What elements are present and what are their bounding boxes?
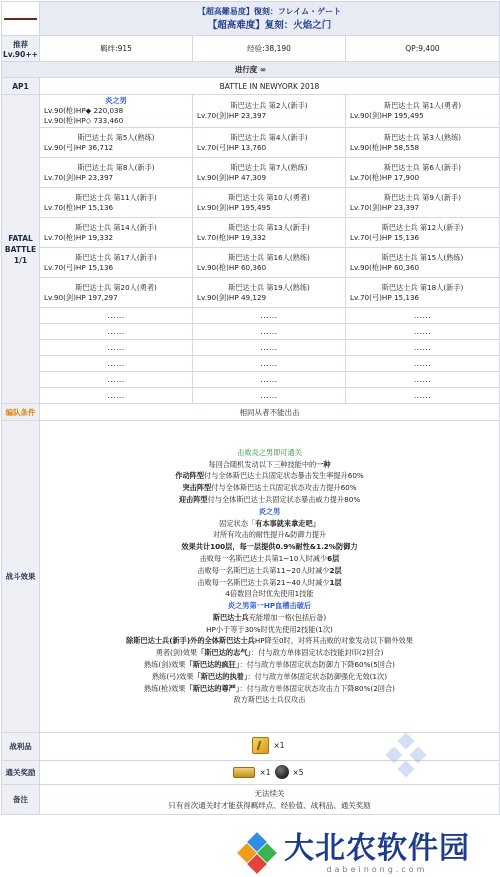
effects-label: 战斗效果	[2, 421, 40, 733]
note-label: 备注	[2, 785, 40, 815]
exp-value: 经验:38,190	[193, 36, 346, 62]
enemy-stat: Lv.90(枪)HP◇ 733,460	[44, 116, 124, 125]
placeholder-row	[2, 308, 500, 324]
effect-line: 对所有攻击的耐性提升&防御力提升	[212, 530, 327, 540]
enemy-row	[2, 218, 500, 248]
enemy-row	[2, 95, 500, 128]
placeholder-cell: ......	[40, 340, 193, 356]
recommend-level: Lv.90++	[3, 49, 38, 59]
enemy-name: 斯巴达士兵 第15人(熟练)	[381, 252, 464, 262]
enemy-name: 斯巴达士兵 第16人(熟练)	[228, 252, 310, 262]
enemy-name: 斯巴达士兵 第5人(熟练)	[77, 132, 155, 142]
watermark	[236, 830, 498, 876]
effect-line: 4倍数回合时优先使用1技能	[225, 589, 314, 599]
gold-bars-icon[interactable]	[233, 767, 255, 778]
enemy-cell	[40, 218, 193, 248]
enemy-stat: Lv.90(剑)HP 49,129	[197, 292, 267, 302]
battle-name: BATTLE IN NEWYORK 2018	[40, 78, 500, 95]
effect-line: 敌方斯巴达士兵仅攻击	[233, 695, 306, 705]
header-row	[2, 2, 500, 36]
diamond-pattern-icon	[378, 733, 438, 793]
effect-line: 击败每一名斯巴达士兵第21~40人时减少1层	[197, 577, 342, 587]
enemy-stat: Lv.70(弓)HP 15,136	[350, 292, 420, 302]
ap-label: AP1	[2, 78, 40, 95]
enemy-stat: Lv.70(枪)HP 19,332	[44, 232, 114, 242]
enemy-name: 斯巴达士兵 第13人(新手)	[228, 222, 310, 232]
enemy-name: 斯巴达士兵 第3人(熟练)	[383, 132, 462, 142]
enemy-cell	[346, 128, 500, 158]
qp-value: QP:9,400	[346, 36, 500, 62]
enemy-row	[2, 248, 500, 278]
note-line-2: 只有首次通关时才能获得羁绊点、经验值、战利品、通关奖励	[168, 800, 371, 810]
effect-line: 炎之男第一HP血槽击破后	[227, 601, 312, 611]
progress-value: 进行度 ∞	[2, 62, 500, 78]
effect-line: 熟练(枪)效果「斯巴达的尊严」：付与敌方单体固定状态攻击力下降80%(2回合)	[144, 683, 395, 693]
enemy-name[interactable]: 炎之男	[105, 96, 127, 105]
enemy-stat: Lv.70(剑)HP 23,397	[197, 111, 267, 120]
effect-line: 突击阵型付与全体斯巴达士兵固定状态攻击力提升60%	[182, 483, 357, 493]
quest-cn-title: 【超高难度】复刻：火焰之门	[207, 20, 332, 31]
effect-line: 迎击阵型付与全体斯巴达士兵固定状态暴击威力提升80%	[178, 494, 361, 504]
enemy-stat: Lv.70(剑)HP 23,397	[44, 172, 114, 182]
enemy-name: 斯巴达士兵 第17人(新手)	[75, 252, 157, 262]
enemy-stat: Lv.90(枪)HP◆ 220,038	[44, 106, 124, 115]
enemy-row	[2, 188, 500, 218]
enemy-stat: Lv.90(弓)HP 36,712	[44, 142, 114, 152]
enemy-name: 斯巴达士兵 第20人(勇者)	[75, 282, 157, 292]
enemy-cell	[40, 248, 193, 278]
enemy-cell	[346, 158, 500, 188]
placeholder-cell: ......	[346, 308, 500, 324]
enemy-stat: Lv.90(枪)HP 58,558	[350, 142, 420, 152]
effects-row	[2, 421, 500, 733]
enemy-stat: Lv.70(枪)HP 17,900	[350, 172, 420, 182]
enemy-name: 斯巴达士兵 第2人(新手)	[230, 101, 308, 110]
quest-jp-title: 【超高難易度】復刻：フレイム・ゲート	[197, 7, 342, 16]
spoils-count: ×1	[273, 741, 285, 750]
enemy-row	[2, 128, 500, 158]
enemy-name: 斯巴达士兵 第19人(熟练)	[228, 282, 310, 292]
enemy-name: 斯巴达士兵 第14人(新手)	[75, 222, 157, 232]
enemy-cell	[346, 188, 500, 218]
clear-reward-count-2: ×5	[292, 767, 304, 777]
placeholder-cell: ......	[193, 324, 346, 340]
clear-reward-count-1: ×1	[259, 767, 271, 777]
progress-row	[2, 62, 500, 78]
enemy-name: 斯巴达士兵 第4人(新手)	[230, 132, 308, 142]
enemy-name: 斯巴达士兵 第6人(新手)	[383, 162, 462, 172]
placeholder-cell: ......	[193, 372, 346, 388]
enemy-cell	[40, 95, 193, 128]
fatal-battle-battle-label: BATTLE	[4, 244, 37, 254]
recommend-row	[2, 36, 500, 62]
enemy-name: 斯巴达士兵 第10人(勇者)	[228, 192, 310, 202]
placeholder-cell: ......	[346, 356, 500, 372]
placeholder-cell: ......	[40, 388, 193, 404]
placeholder-row	[2, 388, 500, 404]
ap-row	[2, 78, 500, 95]
dark-orb-icon[interactable]	[275, 765, 289, 779]
enemy-name: 斯巴达士兵 第11人(新手)	[75, 192, 157, 202]
enemy-cell	[346, 95, 500, 128]
enemy-cell	[193, 128, 346, 158]
quest-title-cell	[40, 2, 500, 36]
effect-line: 击败每一名斯巴达士兵第1~10人时减少6层	[199, 553, 340, 563]
placeholder-cell: ......	[40, 372, 193, 388]
effect-line: 击败炎之男即可通关	[237, 447, 302, 457]
spoils-label: 战利品	[2, 733, 40, 761]
effect-line: 效果共计100层，每一层提供0.9%耐性&1.2%防御力	[181, 542, 358, 552]
enemy-cell	[346, 248, 500, 278]
formation-label: 编队条件	[2, 404, 40, 421]
placeholder-cell: ......	[346, 324, 500, 340]
placeholder-cell: ......	[193, 388, 346, 404]
enemy-cell	[193, 158, 346, 188]
quest-table	[1, 1, 500, 815]
effect-line: 勇者(剑)效果「斯巴达的志气」：付与敌方单体固定状态技能封印(2回合)	[155, 648, 384, 658]
placeholder-cell: ......	[346, 372, 500, 388]
effect-line: 斯巴达士兵充能增加一格(包括后备)	[212, 612, 327, 622]
formation-row	[2, 404, 500, 421]
fatal-battle-fatal-label: FATAL	[8, 233, 33, 243]
enemy-stat: Lv.70(剑)HP 23,397	[350, 202, 420, 212]
enemy-stat: Lv.70(枪)HP 15,136	[44, 202, 114, 212]
watermark-sub-text: dabeinong.com	[326, 864, 428, 874]
fatal-battle-battle-count: 1/1	[13, 255, 28, 265]
enemy-stat: Lv.70(枪)HP 19,332	[197, 232, 267, 242]
servant-portrait-icon	[4, 18, 37, 20]
placeholder-cell: ......	[346, 388, 500, 404]
effect-line: 炎之男	[258, 506, 281, 516]
enemy-row	[2, 278, 500, 308]
formation-value: 相同从者不能出击	[40, 404, 500, 421]
material-cube-icon[interactable]	[252, 737, 269, 754]
recommend-label: 推荐 Lv.90++	[2, 36, 40, 62]
note-line-1: 无法续关	[254, 788, 285, 798]
enemy-cell	[346, 278, 500, 308]
enemy-cell	[40, 158, 193, 188]
placeholder-row	[2, 356, 500, 372]
enemy-cell	[193, 248, 346, 278]
placeholder-row	[2, 340, 500, 356]
enemy-stat: Lv.90(剑)HP 195,495	[197, 202, 271, 212]
bond-value: 羁绊:915	[40, 36, 193, 62]
enemy-list	[2, 95, 500, 404]
effect-line: 每回合随机发动以下三种技能中的一种	[208, 459, 331, 469]
placeholder-cell: ......	[346, 340, 500, 356]
effect-line: 作动阵型付与全体斯巴达士兵固定状态暴击发生率提升60%	[175, 471, 364, 481]
enemy-cell	[40, 278, 193, 308]
enemy-name: 斯巴达士兵 第18人(新手)	[381, 282, 464, 292]
effect-line: 固定状态「有本事就来拿走吧」	[219, 518, 320, 528]
enemy-cell	[40, 188, 193, 218]
enemy-row	[2, 158, 500, 188]
placeholder-row	[2, 324, 500, 340]
clear-reward-label: 通关奖励	[2, 761, 40, 785]
effect-line: 熟练(剑)效果「斯巴达的疯狂」：付与敌方单体固定状态防御力下降60%(5回合)	[144, 660, 395, 670]
enemy-name: 斯巴达士兵 第12人(新手)	[381, 222, 464, 232]
placeholder-cell: ......	[40, 308, 193, 324]
enemy-stat: Lv.90(剑)HP 197,297	[44, 292, 118, 302]
enemy-stat: Lv.90(剑)HP 47,309	[197, 172, 267, 182]
enemy-stat: Lv.70(弓)HP 15,136	[350, 232, 420, 242]
placeholder-cell: ......	[40, 324, 193, 340]
effect-line: 熟练(弓)效果「斯巴达的执着」：付与敌方单体固定状态防御强化无效(1次)	[151, 671, 387, 681]
placeholder-row	[2, 372, 500, 388]
effect-line: HP小于等于30%时优先使用2技能(1次)	[206, 624, 333, 634]
enemy-cell	[193, 95, 346, 128]
enemy-cell	[40, 128, 193, 158]
servant-portrait-cell	[2, 2, 40, 36]
fatal-battle-label	[2, 95, 40, 404]
enemy-name: 斯巴达士兵 第1人(勇者)	[383, 101, 462, 110]
placeholder-cell: ......	[193, 340, 346, 356]
enemy-stat: Lv.70(弓)HP 15,136	[44, 262, 114, 272]
placeholder-cell: ......	[40, 356, 193, 372]
effects-content	[40, 421, 500, 733]
enemy-stat: Lv.70(弓)HP 13,760	[197, 142, 267, 152]
placeholder-cell: ......	[193, 356, 346, 372]
enemy-stat: Lv.90(枪)HP 60,360	[350, 262, 420, 272]
enemy-name: 斯巴达士兵 第8人(新手)	[77, 162, 155, 172]
watermark-logo-icon	[236, 833, 280, 873]
effect-line: 击败每一名斯巴达士兵第11~20人时减少2层	[197, 565, 342, 575]
enemy-stat: Lv.90(枪)HP 60,360	[197, 262, 267, 272]
enemy-cell	[193, 188, 346, 218]
effect-line: 除斯巴达士兵(新手)外的全体斯巴达士兵HP降至0时，对将其击败的对象发动以下额外效果	[126, 636, 413, 646]
enemy-name: 斯巴达士兵 第7人(熟练)	[230, 162, 308, 172]
enemy-cell	[193, 278, 346, 308]
enemy-cell	[193, 218, 346, 248]
enemy-cell	[346, 218, 500, 248]
enemy-name: 斯巴达士兵 第9人(新手)	[383, 192, 462, 202]
enemy-stat: Lv.90(剑)HP 195,495	[350, 111, 424, 120]
placeholder-cell: ......	[193, 308, 346, 324]
watermark-main-text: 大北农软件园	[284, 830, 470, 866]
